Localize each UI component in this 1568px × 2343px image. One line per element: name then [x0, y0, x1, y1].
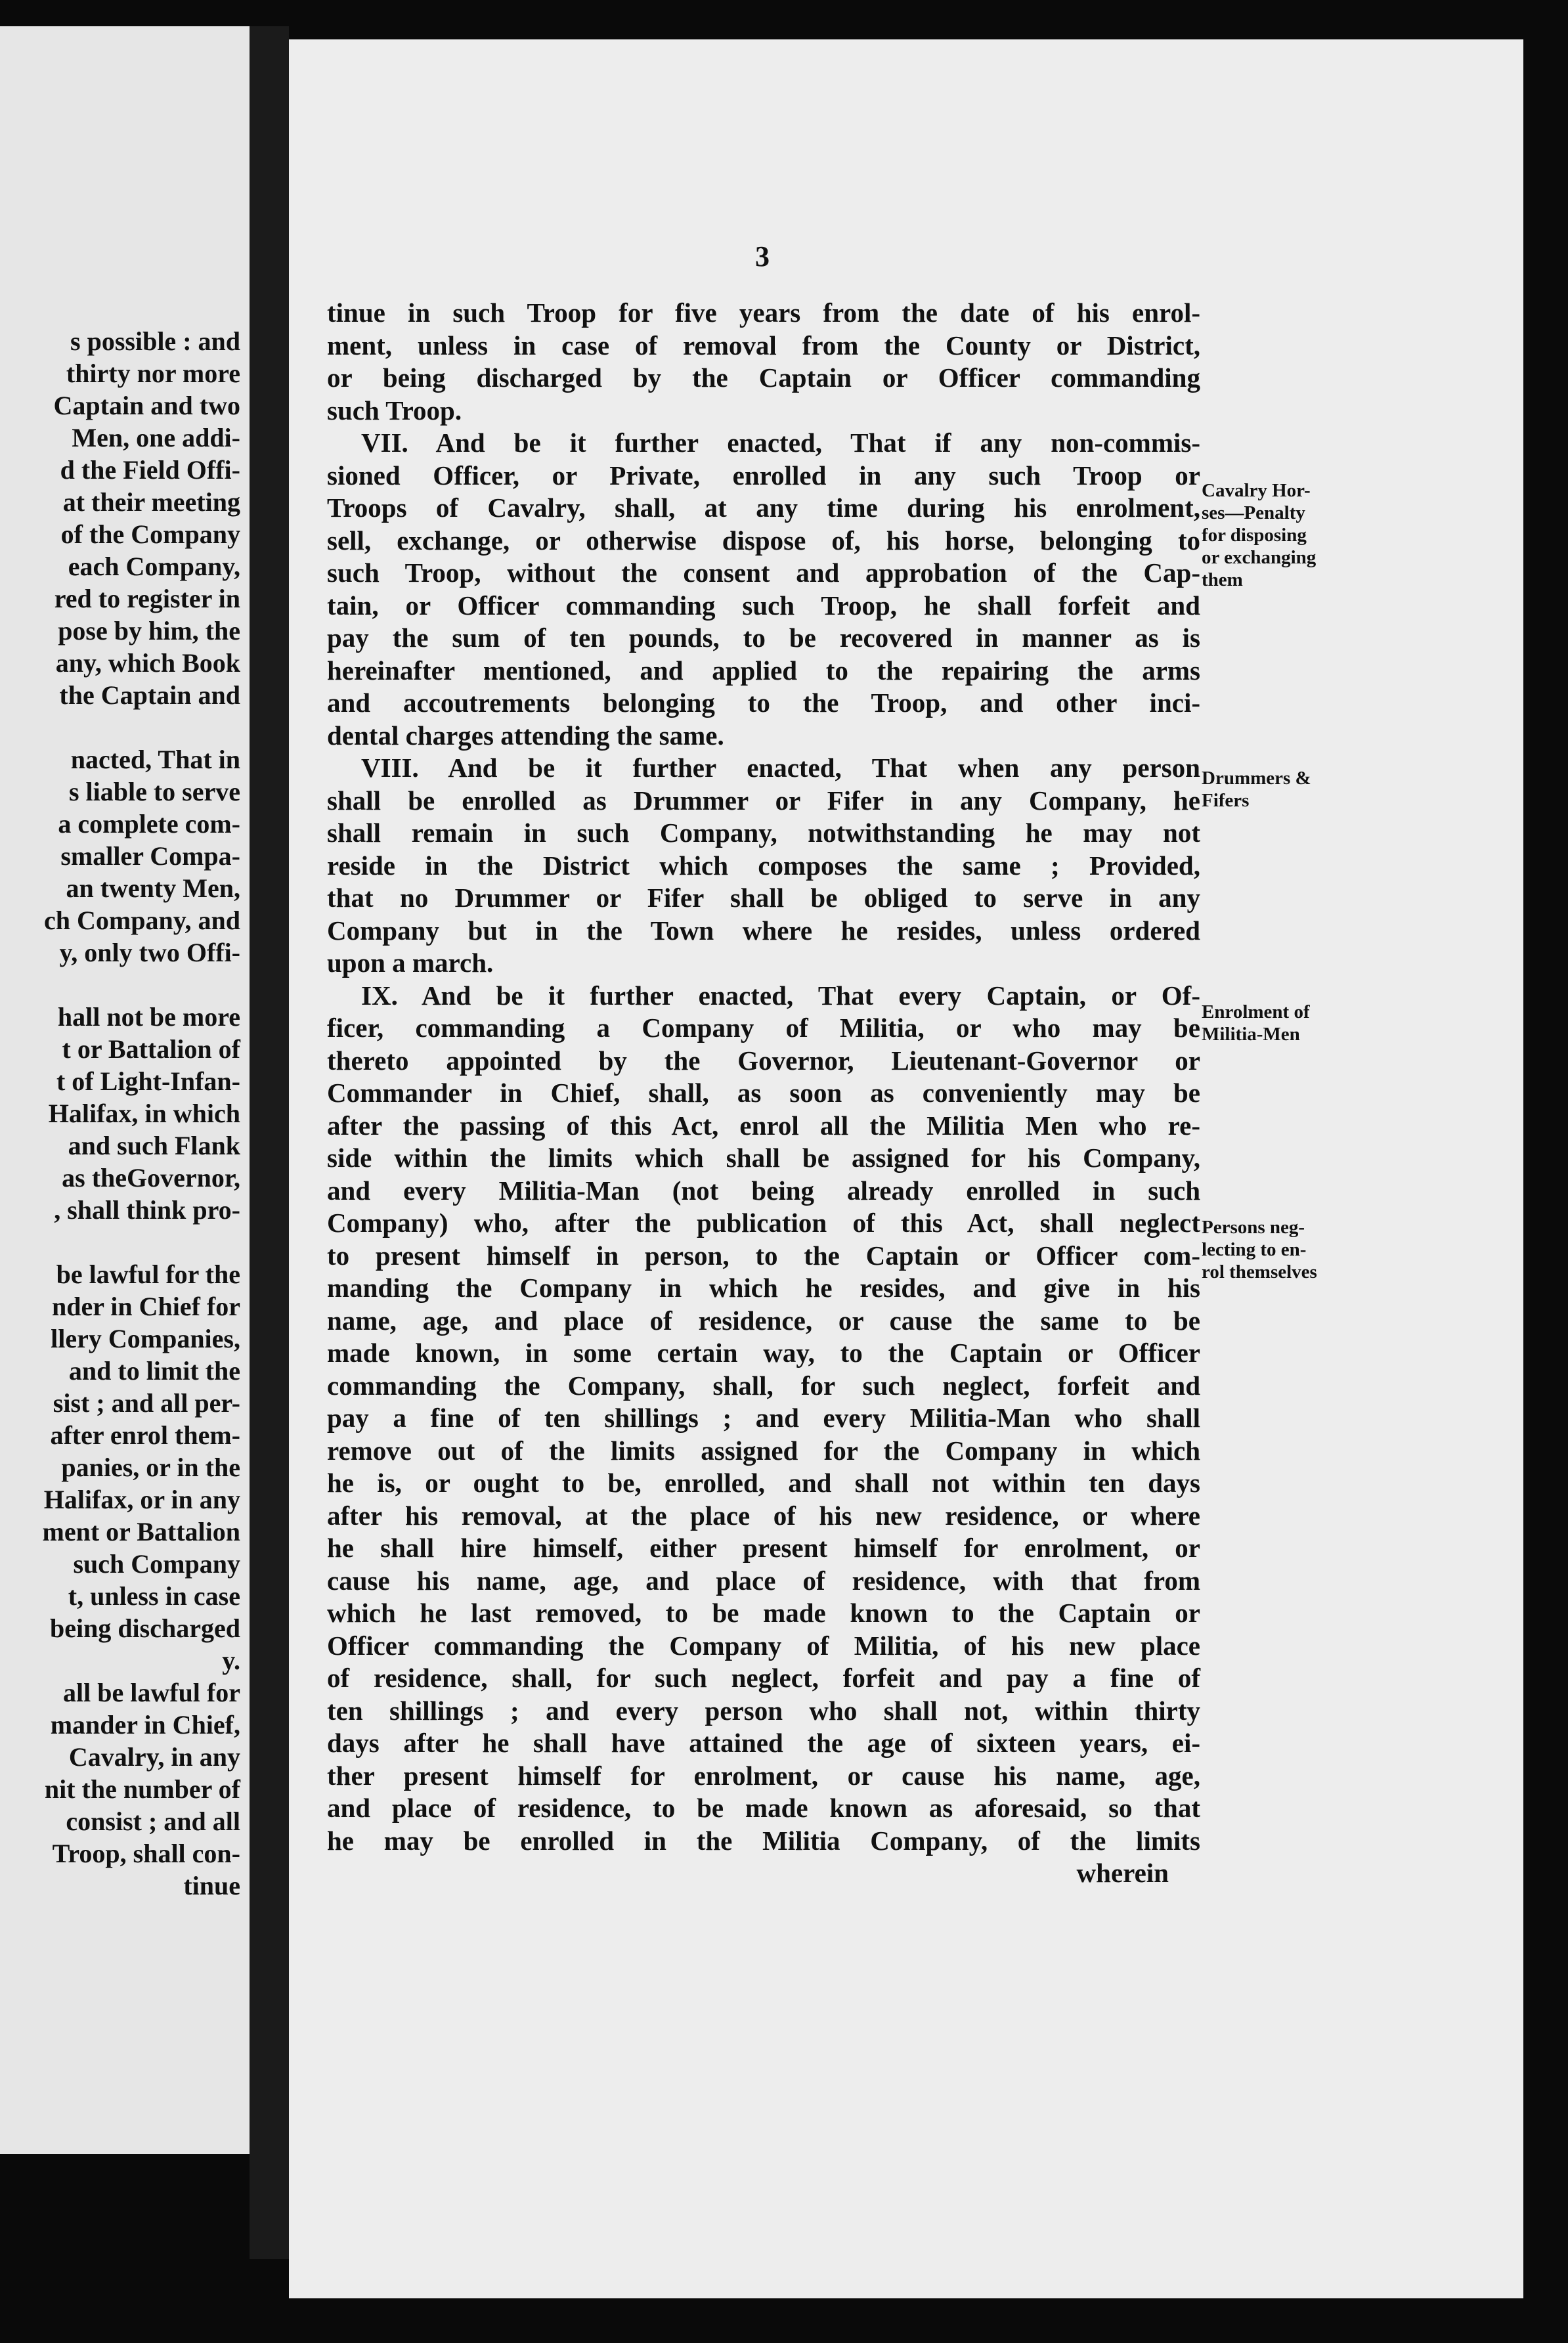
body-line: dental charges attending the same.: [327, 720, 724, 751]
left-page-line: an twenty Men,: [66, 873, 240, 903]
body-line: that no Drummer or Fifer shall be obliged to serve in any: [327, 883, 1200, 913]
body-line: he may be enrolled in the Militia Company, of the limits: [327, 1825, 1200, 1856]
marginal-note-drummers-fifers: [1202, 767, 1366, 812]
marginal-note-line: Drummers &: [1202, 768, 1311, 789]
body-line: or being discharged by the Captain or Officer commanding: [327, 362, 1200, 393]
marginal-note-line: Fifers: [1202, 790, 1250, 811]
left-page-line: tinue: [183, 1871, 240, 1900]
body-line: pay the sum of ten pounds, to be recovered in manner as is: [327, 623, 1200, 653]
left-page-line: red to register in: [54, 584, 240, 613]
body-line: reside in the District which composes the same ; Provided,: [327, 850, 1200, 881]
body-line: ther present himself for enrolment, or cause his name, age,: [327, 1760, 1200, 1791]
page-number: 3: [755, 240, 770, 273]
left-page-line: mander in Chief,: [50, 1710, 240, 1740]
left-page-line: [43, 1226, 240, 1258]
left-page-line: y, only two Offi-: [59, 938, 240, 967]
left-page-line: such Company: [73, 1549, 240, 1579]
body-line: shall be enrolled as Drummer or Fifer in any Company, he: [327, 785, 1200, 816]
catchword: wherein: [1076, 1858, 1169, 1888]
book-gutter: [250, 26, 289, 2259]
left-page-line: at their meeting: [62, 487, 240, 517]
left-page-line: consist ; and all: [66, 1807, 240, 1836]
body-line: after the passing of this Act, enrol all the Militia Men who re-: [327, 1110, 1200, 1141]
marginal-note-line: Cavalry Hor-: [1202, 480, 1311, 501]
body-line: shall remain in such Company, notwithstanding he may not: [327, 818, 1200, 848]
body-line: he shall hire himself, either present himself for enrolment, or: [327, 1533, 1200, 1563]
left-page-line: Halifax, or in any: [43, 1485, 240, 1514]
body-line: and place of residence, to be made known as aforesaid, so that: [327, 1793, 1200, 1823]
left-page-line: , shall think pro-: [54, 1195, 240, 1225]
marginal-note-line: Persons neg-: [1202, 1217, 1305, 1238]
left-page-line: panies, or in the: [61, 1453, 240, 1482]
left-page-line: [43, 711, 240, 743]
left-page-line: the Captain and: [59, 680, 240, 710]
body-line: remove out of the limits assigned for the Company in which: [327, 1435, 1200, 1466]
left-page-line: ch Company, and: [44, 906, 240, 935]
body-line: made known, in some certain way, to the Captain or Officer: [327, 1338, 1200, 1368]
left-page-line: nder in Chief for: [51, 1292, 240, 1321]
left-page-line: smaller Compa-: [60, 841, 240, 871]
left-page-line: any, which Book: [55, 648, 240, 678]
marginal-note-line: for disposing: [1202, 525, 1307, 546]
body-line: he is, or ought to be, enrolled, and shall not within ten days: [327, 1468, 1200, 1498]
left-page-line: [43, 969, 240, 1001]
body-line: and every Militia-Man (not being already enrolled in such: [327, 1175, 1200, 1206]
marginal-note-cavalry-horses: [1202, 479, 1366, 591]
left-page-line: s possible : and: [70, 326, 240, 356]
left-page-line: Cavalry, in any: [68, 1742, 240, 1772]
left-page-line: thirty nor more: [66, 359, 240, 388]
body-line: cause his name, age, and place of residence, with that from: [327, 1565, 1200, 1596]
left-page-text: [43, 325, 240, 1902]
left-page-line: t of Light-Infan-: [56, 1066, 240, 1096]
left-page-line: nit the number of: [44, 1774, 240, 1804]
marginal-note-line: them: [1202, 569, 1243, 590]
body-line: ten shillings ; and every person who shall not, within thirty: [327, 1695, 1200, 1726]
body-line: and accoutrements belonging to the Troop, and other inci-: [327, 688, 1200, 718]
body-line: after his removal, at the place of his new residence, or where: [327, 1500, 1200, 1531]
act-body-text: [327, 297, 1200, 1890]
marginal-note-line: Enrolment of: [1202, 1001, 1310, 1022]
left-page-line: sist ; and all per-: [53, 1388, 240, 1418]
body-line: commanding the Company, shall, for such neglect, forfeit and: [327, 1370, 1200, 1401]
left-page-line: Halifax, in which: [48, 1099, 240, 1128]
marginal-note-line: rol themselves: [1202, 1261, 1317, 1282]
left-page-line: as theGovernor,: [62, 1163, 240, 1193]
left-page-line: Men, one addi-: [72, 423, 240, 452]
left-page-line: ment or Battalion: [42, 1517, 240, 1546]
left-page-line: after enrol them-: [50, 1420, 240, 1450]
marginal-note-persons-neglecting: [1202, 1216, 1366, 1283]
left-page-line: t, unless in case: [68, 1581, 240, 1611]
body-line: VII. And be it further enacted, That if any non-commis-: [361, 427, 1200, 458]
body-line: Company but in the Town where he resides, unless ordered: [327, 915, 1200, 946]
body-line: Commander in Chief, shall, as soon as conveniently may be: [327, 1078, 1200, 1108]
body-line: hereinafter mentioned, and applied to the repairing the arms: [327, 655, 1200, 686]
body-line: side within the limits which shall be assigned for his Company,: [327, 1143, 1200, 1173]
left-page-line: s liable to serve: [68, 777, 240, 806]
left-page-line: of the Company: [60, 519, 240, 549]
body-line: Officer commanding the Company of Militia, of his new place: [327, 1630, 1200, 1661]
left-page-line: be lawful for the: [56, 1259, 240, 1289]
body-line: such Troop, without the consent and approbation of the Cap-: [327, 558, 1200, 588]
marginal-note-line: ses—Penalty: [1202, 502, 1305, 523]
body-line: tinue in such Troop for five years from the date of his enrol-: [327, 297, 1200, 328]
marginal-note-line: lecting to en-: [1202, 1239, 1307, 1260]
left-page-line: being discharged: [49, 1613, 240, 1643]
body-line: to present himself in person, to the Captain or Officer com-: [327, 1240, 1200, 1271]
left-page-line: Captain and two: [53, 391, 240, 420]
body-line: days after he shall have attained the age of sixteen years, ei-: [327, 1728, 1200, 1758]
body-line: IX. And be it further enacted, That every Captain, or Of-: [361, 980, 1200, 1011]
body-line: VIII. And be it further enacted, That when any person: [361, 753, 1200, 783]
left-page-line: Troop, shall con-: [52, 1839, 240, 1868]
left-page-line: nacted, That in: [70, 745, 240, 774]
body-line: ficer, commanding a Company of Militia, or who may be: [327, 1013, 1200, 1043]
body-line: sell, exchange, or otherwise dispose of, his horse, belonging to: [327, 525, 1200, 556]
left-page-line: each Company,: [68, 552, 240, 581]
left-page-line: pose by him, the: [58, 616, 240, 646]
body-line: such Troop.: [327, 395, 462, 426]
left-page-line: d the Field Offi-: [60, 455, 240, 485]
body-line: Troops of Cavalry, shall, at any time during his enrolment,: [327, 493, 1200, 523]
left-page-line: y.: [222, 1646, 240, 1675]
body-line: ment, unless in case of removal from the County or District,: [327, 330, 1200, 361]
left-page-line: hall not be more: [57, 1002, 240, 1032]
body-line: which he last removed, to be made known to the Captain or: [327, 1598, 1200, 1628]
marginal-note-line: or exchanging: [1202, 547, 1317, 568]
body-line: pay a fine of ten shillings ; and every Militia-Man who shall: [327, 1403, 1200, 1433]
marginal-note-line: Militia-Men: [1202, 1024, 1300, 1045]
body-line: sioned Officer, or Private, enrolled in any such Troop or: [327, 460, 1200, 491]
body-line: tain, or Officer commanding such Troop, he shall forfeit and: [327, 590, 1200, 621]
left-page-line: a complete com-: [58, 809, 240, 839]
marginal-note-enrolment: [1202, 1001, 1366, 1045]
left-page-fragment: [0, 26, 250, 2154]
body-line: thereto appointed by the Governor, Lieutenant-Governor or: [327, 1045, 1200, 1076]
left-page-line: and to limit the: [68, 1356, 240, 1386]
body-line: Company) who, after the publication of this Act, shall neglect: [327, 1208, 1200, 1238]
body-line: upon a march.: [327, 948, 494, 978]
body-line: name, age, and place of residence, or cause the same to be: [327, 1305, 1200, 1336]
body-line: of residence, shall, for such neglect, forfeit and pay a fine of: [327, 1663, 1200, 1693]
left-page-line: t or Battalion of: [62, 1034, 240, 1064]
left-page-line: llery Companies,: [51, 1324, 240, 1353]
body-line: manding the Company in which he resides, and give in his: [327, 1273, 1200, 1303]
left-page-line: all be lawful for: [63, 1678, 240, 1707]
left-page-line: and such Flank: [68, 1131, 240, 1160]
